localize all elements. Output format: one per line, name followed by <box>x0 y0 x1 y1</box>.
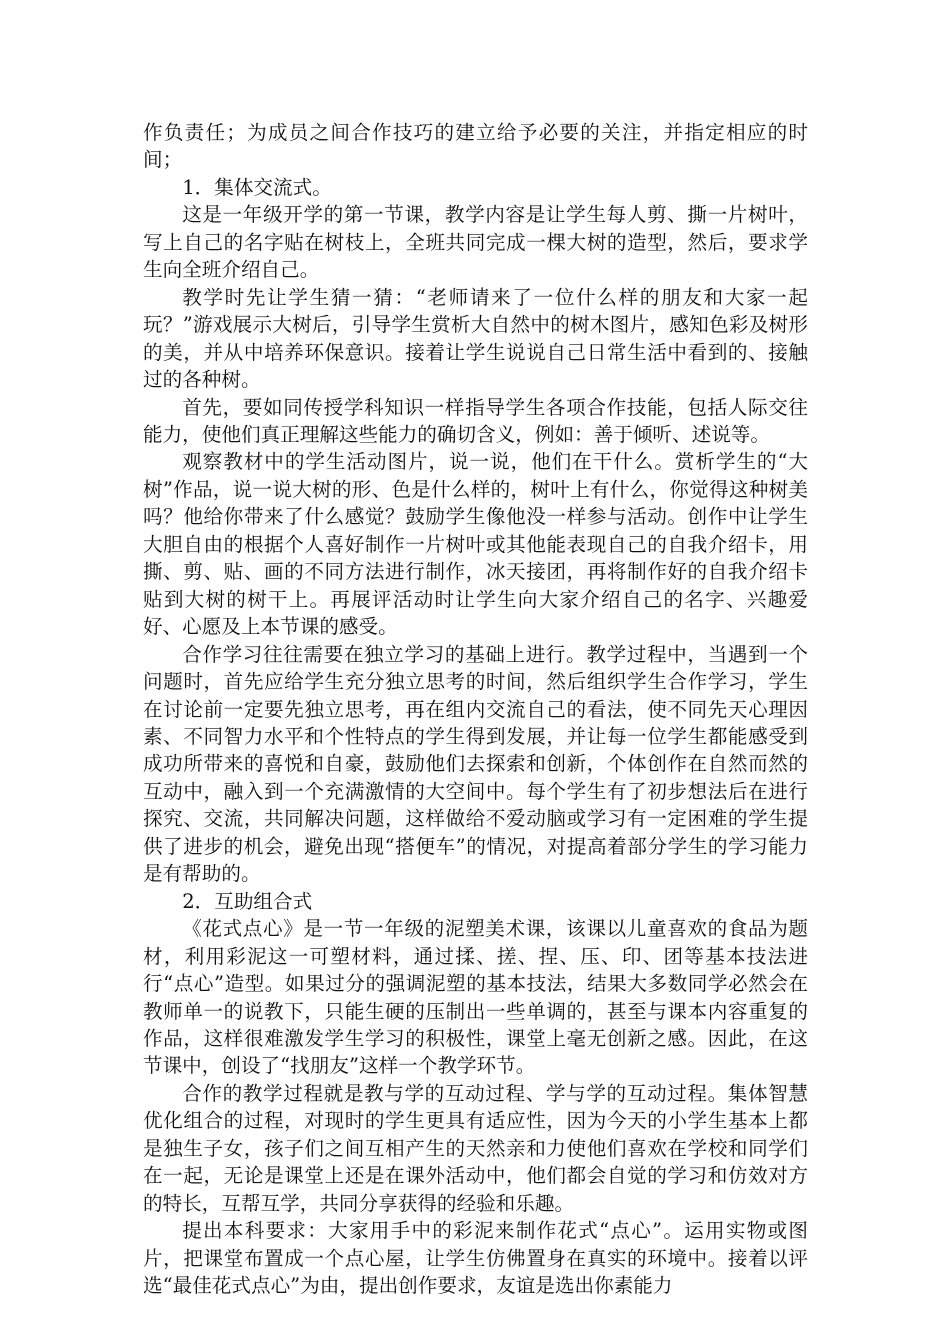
document-body <box>143 119 808 1299</box>
paragraph: 合作的教学过程就是教与学的互动过程、学与学的互动过程。集体智慧优化组合的过程，对现时的学生更具有适应性，因为今天的小学生基本上都是独生子女，孩子们之间互相产生的天然亲和力使他们喜欢在学校和同学们在一起，无论是课堂上还是在课外活动中，他们都会自觉的学习和仿效对方的特长，互帮互学，共同分享获得的经验和乐趣。 <box>143 1081 808 1215</box>
paragraph: 观察教材中的学生活动图片，说一说，他们在干什么。赏析学生的“大树”作品，说一说大树的形、色是什么样的，树叶上有什么，你觉得这种树美吗？他给你带来了什么感觉？鼓励学生像他没一样参与活动。创作中让学生大胆自由的根据个人喜好制作一片树叶或其他能表现自己的自我介绍卡，用撕、剪、贴、画的不同方法进行制作，冰天接团，再将制作好的自我介绍卡贴到大树的树干上。再展评活动时让学生向大家介绍自己的名字、兴趣爱好、心愿及上本节课的感受。 <box>143 450 808 639</box>
section-heading-collective-exchange: 1．集体交流式。 <box>182 175 332 199</box>
section-heading-mutual-aid: 2．互助组合式 <box>182 889 313 913</box>
paragraph: 首先，要如同传授学科知识一样指导学生各项合作技能，包括人际交往能力，使他们真正理解这些能力的确切含义，例如：善于倾听、述说等。 <box>143 395 808 446</box>
paragraph: 提出本科要求：大家用手中的彩泥来制作花式“点心”。运用实物或图片，把课堂布置成一个点心屋，让学生仿佛置身在真实的环境中。接着以评选“最佳花式点心”为由，提出创作要求，友谊是选出你素能力 <box>143 1219 808 1298</box>
paragraph: 《花式点心》是一节一年级的泥塑美术课，该课以儿童喜欢的食品为题材，利用彩泥这一可塑材料，通过揉、搓、捏、压、印、团等基本技法进行“点心”造型。如果过分的强调泥塑的基本技法，结果大多数同学必然会在教师单一的说教下，只能生硬的压制出一些单调的，甚至与课本内容重复的作品，这样很难激发学生学习的积极性，课堂上毫无创新之感。因此，在这节课中，创设了“找朋友”这样一个教学环节。 <box>143 917 808 1078</box>
paragraph: 这是一年级开学的第一节课，教学内容是让学生每人剪、撕一片树叶，写上自己的名字贴在树枝上，全班共同完成一棵大树的造型，然后，要求学生向全班介绍自己。 <box>143 203 808 282</box>
paragraph-continued: 作负责任；为成员之间合作技巧的建立给予必要的关注，并指定相应的时间； <box>143 121 808 172</box>
paragraph: 合作学习往往需要在独立学习的基础上进行。教学过程中，当遇到一个问题时，首先应给学生充分独立思考的时间，然后组织学生合作学习，学生在讨论前一定要先独立思考，再在组内交流自己的看法，使不同先天心理因素、不同智力水平和个性特点的学生得到发展，并让每一位学生都能感受到成功所带来的喜悦和自豪，鼓励他们去探索和创新，个体创作在自然而然的互动中，融入到一个充满激情的大空间中。每个学生有了初步想法后在进行探究、交流，共同解决问题，这样做给不爱动脑或学习有一定困难的学生提供了进步的机会，避免出现“搭便车”的情况，对提高着部分学生的学习能力是有帮助的。 <box>143 642 808 886</box>
paragraph: 教学时先让学生猜一猜：“老师请来了一位什么样的朋友和大家一起玩？”游戏展示大树后，引导学生赏析大自然中的树木图片，感知色彩及树形的美，并从中培养环保意识。接着让学生说说自己日常生活中看到的、接触过的各种树。 <box>143 285 808 392</box>
